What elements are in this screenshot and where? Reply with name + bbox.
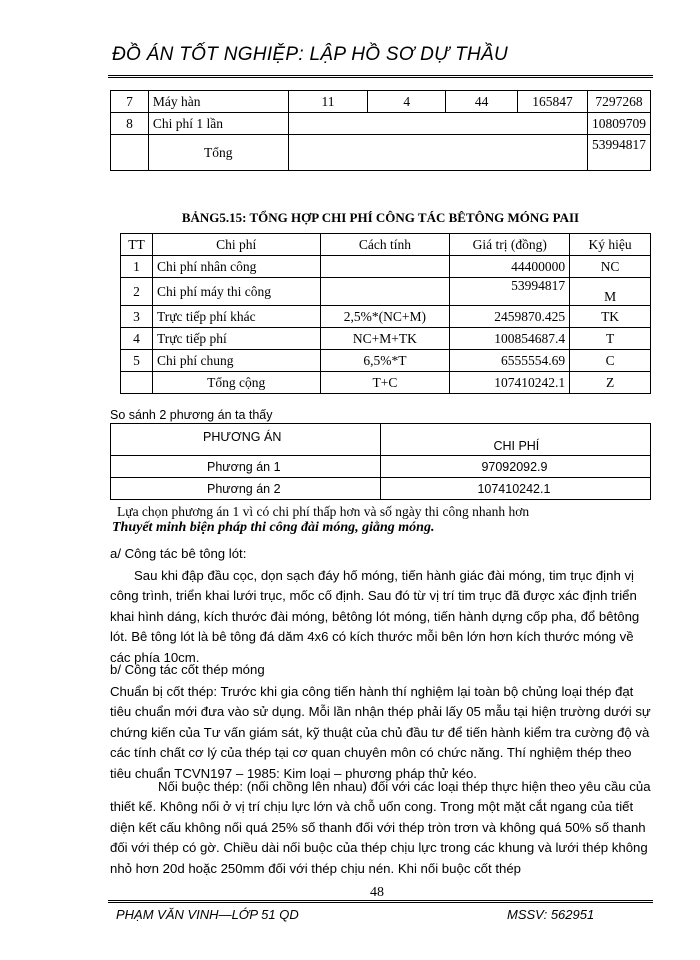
subheading-a: a/ Công tác bê tông lót: xyxy=(110,546,247,561)
cell-value: 44400000 xyxy=(450,256,570,278)
cell-empty xyxy=(446,135,518,171)
cell-value: 165847 xyxy=(518,91,588,113)
cell-name: Tổng xyxy=(148,135,288,171)
cell-value: 10809709 xyxy=(587,113,650,135)
column-header: PHƯƠNG ÁN xyxy=(111,424,381,456)
cell-method xyxy=(320,256,450,278)
cell-method: 6,5%*T xyxy=(320,350,450,372)
cell-method xyxy=(320,278,450,306)
cell-name: Trực tiếp phí khác xyxy=(152,306,320,328)
cell-name: Chi phí 1 lần xyxy=(148,113,288,135)
cell-name: Chi phí chung xyxy=(152,350,320,372)
table-row xyxy=(111,91,651,113)
cell-value: 100854687.4 xyxy=(450,328,570,350)
machine-cost-table xyxy=(110,90,651,171)
cell-value: 11 xyxy=(288,91,368,113)
cell-tt: 5 xyxy=(121,350,153,372)
cell-value: 53994817 xyxy=(450,278,570,306)
column-header: Giá trị (đồng) xyxy=(450,234,570,256)
page-header-title: ĐỒ ÁN TỐT NGHIỆP: LẬP HỒ SƠ DỰ THẦU xyxy=(112,44,509,65)
cell-tt xyxy=(121,372,153,394)
cell-no: 7 xyxy=(111,91,149,113)
cell-no xyxy=(111,135,149,171)
footer-author: PHẠM VĂN VINH—LỚP 51 QD xyxy=(116,907,299,922)
cell-name: Chi phí nhân công xyxy=(152,256,320,278)
table-header-row xyxy=(121,234,651,256)
cell-name: Máy hàn xyxy=(148,91,288,113)
cell-symbol: M xyxy=(570,278,651,306)
cell-symbol: T xyxy=(570,328,651,350)
column-header: Ký hiệu xyxy=(570,234,651,256)
conclusion-text: Lựa chọn phương án 1 vì có chi phí thấp hơn và số ngày thi công nhanh hơn xyxy=(117,504,530,519)
cell-no: 8 xyxy=(111,113,149,135)
cell-value: 107410242.1 xyxy=(450,372,570,394)
cell-tt: 4 xyxy=(121,328,153,350)
cell-symbol: C xyxy=(570,350,651,372)
cost-summary-table xyxy=(120,233,651,394)
cell-name: Tổng cộng xyxy=(152,372,320,394)
cell-empty xyxy=(446,113,518,135)
cell-name: Trực tiếp phí xyxy=(152,328,320,350)
table-row xyxy=(111,135,651,171)
table-row xyxy=(121,328,651,350)
cell-tt: 1 xyxy=(121,256,153,278)
cell-option: Phương án 2 xyxy=(111,478,381,500)
cell-cost: 107410242.1 xyxy=(381,478,651,500)
column-header: Chi phí xyxy=(152,234,320,256)
cell-option: Phương án 1 xyxy=(111,456,381,478)
cell-empty xyxy=(518,113,588,135)
cell-symbol: Z xyxy=(570,372,651,394)
subheading-b: b/ Công tác cốt thép móng xyxy=(110,662,265,677)
cell-empty xyxy=(288,113,368,135)
cell-tt: 2 xyxy=(121,278,153,306)
table-row xyxy=(121,278,651,306)
cell-value: 6555554.69 xyxy=(450,350,570,372)
cell-symbol: TK xyxy=(570,306,651,328)
cell-empty xyxy=(288,135,368,171)
column-header: CHI PHÍ xyxy=(381,424,651,456)
table-row xyxy=(111,478,651,500)
cell-tt: 3 xyxy=(121,306,153,328)
cell-empty xyxy=(518,135,588,171)
table-header-row xyxy=(111,424,651,456)
section-title: Thuyết minh biện pháp thi công đài móng, giằng móng. xyxy=(112,520,435,535)
cell-method: T+C xyxy=(320,372,450,394)
table-row xyxy=(121,306,651,328)
cell-value: 44 xyxy=(446,91,518,113)
table-row xyxy=(111,113,651,135)
table-row xyxy=(121,256,651,278)
page-number: 48 xyxy=(370,885,384,900)
cell-empty xyxy=(368,135,446,171)
table-row xyxy=(111,456,651,478)
cell-cost: 97092092.9 xyxy=(381,456,651,478)
column-header: TT xyxy=(121,234,153,256)
cell-value: 7297268 xyxy=(587,91,650,113)
cell-method: NC+M+TK xyxy=(320,328,450,350)
column-header: Cách tính xyxy=(320,234,450,256)
cell-symbol: NC xyxy=(570,256,651,278)
paragraph-a: Sau khi đập đầu cọc, dọn sạch đáy hố móng, tiến hành giác đài móng, tim trục định vị công trình, triển khai lưới trục, mốc cố định. Sau đó từ vị trí tim trục đã được xác định triển khai hình dáng, kích thước đài móng, bêtông lót móng, tiến hành dựng cốp pha, đổ bêtông lót. Bê tông lót là bê tông đá dăm 4x6 có kích thước mỗi bên lớn hơn kích thước móng về các phía 10cm. xyxy=(110,568,640,665)
cell-total: 53994817 xyxy=(587,135,650,171)
paragraph-b1: Chuẩn bị cốt thép: Trước khi gia công tiến hành thí nghiệm lại toàn bộ chủng loại thép đạt tiêu chuẩn mới đưa vào sử dụng. Mỗi lần nhận thép phải lấy 05 mẫu tại hiện trường dưới sự chứng kiến của Tư vấn giám sát, kỹ thuật của chủ đầu tư để tiến hành kiểm tra cường độ và các tính chất cơ lý của thép tại cơ quan chuyên môn có chức năng. Thí nghiệm thép theo tiêu chuẩn TCVN197 – 1985: Kim loại – phương pháp thử kéo. xyxy=(110,684,651,781)
table-caption: BẢNG5.15: TỔNG HỢP CHI PHÍ CÔNG TÁC BÊTÔNG MÓNG PAII xyxy=(181,210,580,225)
cell-value: 2459870.425 xyxy=(450,306,570,328)
header-rule xyxy=(108,75,653,78)
cell-value: 4 xyxy=(368,91,446,113)
cell-name: Chi phí máy thi công xyxy=(152,278,320,306)
table-row xyxy=(121,372,651,394)
table-row xyxy=(121,350,651,372)
footer-rule xyxy=(108,900,653,903)
footer-student-id: MSSV: 562951 xyxy=(507,907,595,922)
compare-table xyxy=(110,423,651,500)
cell-empty xyxy=(368,113,446,135)
compare-label: So sánh 2 phương án ta thấy xyxy=(110,408,273,422)
paragraph-b2: Nối buộc thép: (nối chồng lên nhau) đối với các loại thép thực hiện theo yêu cầu của thiết kế. Không nối ở vị trí chịu lực lớn và chỗ uốn cong. Trong một mặt cắt ngang của tiết diện kết cấu không nối quá 25% số thanh đối với thép tròn trơn và không quá 50% số thanh đối với thép có gờ. Chiều dài nối buộc của thép chịu lực trong các khung và lưới thép không nhỏ hơn 20d hoặc 250mm đối với thép chịu nén. Khi nối buộc cốt thép xyxy=(110,779,651,876)
cell-method: 2,5%*(NC+M) xyxy=(320,306,450,328)
